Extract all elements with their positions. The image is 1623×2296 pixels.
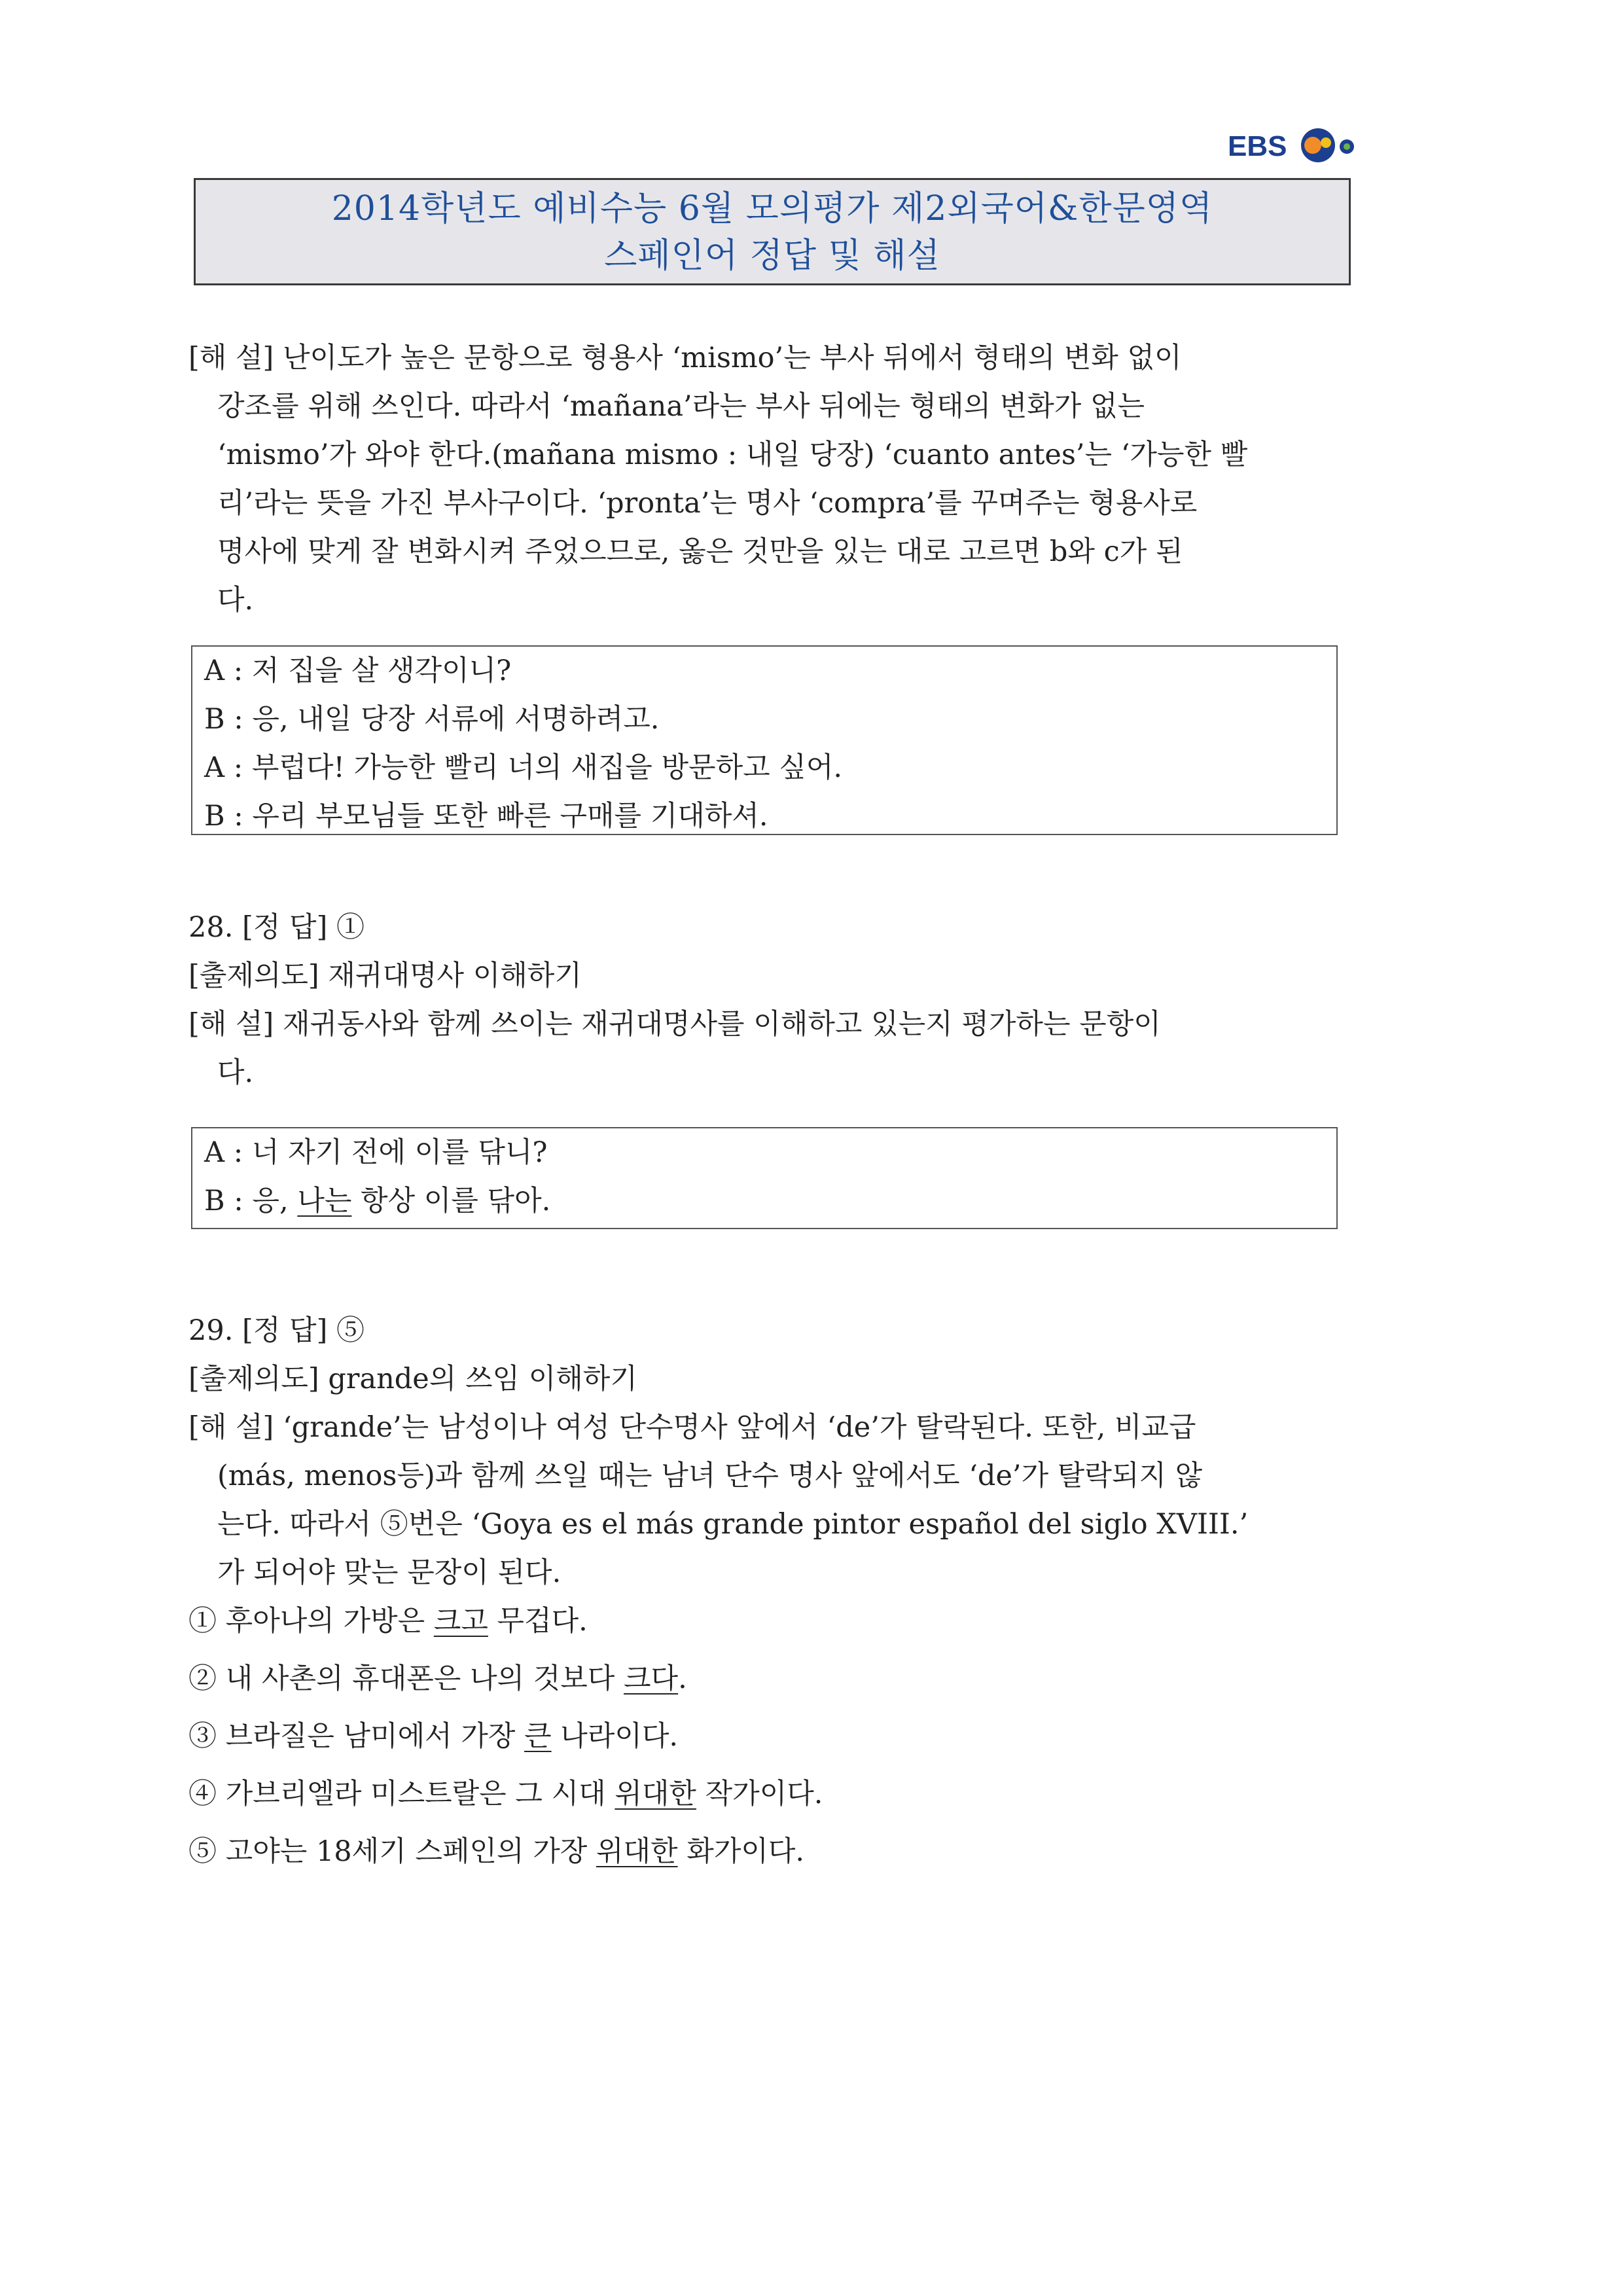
q28-explanation	[188, 1000, 1356, 1097]
explanation-line: (más, menos등)과 함께 쓰일 때는 남녀 단수 명사 앞에서도 ‘de’가 탈락되지 않	[217, 1460, 1203, 1492]
q27-explanation	[188, 334, 1356, 624]
dialogue-line: A : 너 자기 전에 이를 닦니?	[204, 1136, 548, 1169]
title-box	[194, 178, 1351, 285]
dialogue-line: B : 우리 부모님들 또한 빠른 구매를 기대하셔.	[204, 800, 768, 833]
ebs-logo-icon	[1228, 122, 1356, 169]
explanation-line: ‘mismo’가 와야 한다.(mañana mismo : 내일 당장) ‘cuanto antes’는 ‘가능한 빨	[217, 439, 1248, 471]
dialogue-line: A : 저 집을 살 생각이니?	[204, 655, 512, 687]
title-line-2: 스페인어 정답 및 해설	[604, 236, 940, 276]
option-item: ① 후아나의 가방은 크고 무겁다.	[188, 1605, 588, 1638]
option-item: ③ 브라질은 남미에서 가장 큰 나라이다.	[188, 1720, 679, 1753]
ebs-logo	[1228, 122, 1356, 169]
ebs-logo-text: EBS	[1228, 130, 1287, 162]
explanation-line: 가 되어야 맞는 문장이 된다.	[217, 1556, 562, 1589]
q27-dialogue-box	[191, 645, 1338, 835]
q29-answer: 29. [정 답] ⑤	[188, 1314, 365, 1347]
explanation-line: [해 설] 재귀동사와 함께 쓰이는 재귀대명사를 이해하고 있는지 평가하는 문항이	[188, 1008, 1161, 1041]
explanation-line: 리’라는 뜻을 가진 부사구이다. ‘pronta’는 명사 ‘compra’를 꾸며주는 형용사로	[217, 487, 1198, 520]
q29-intent: [출제의도] grande의 쓰임 이해하기	[188, 1363, 637, 1395]
explanation-line: [해 설] ‘grande’는 남성이나 여성 단수명사 앞에서 ‘de’가 탈락된다. 또한, 비교급	[188, 1411, 1196, 1444]
explanation-line: 다.	[217, 584, 254, 617]
option-item: ⑤ 고야는 18세기 스페인의 가장 위대한 화가이다.	[188, 1835, 805, 1868]
q28-intent: [출제의도] 재귀대명사 이해하기	[188, 960, 582, 992]
explanation-line: 강조를 위해 쓰인다. 따라서 ‘mañana’라는 부사 뒤에는 형태의 변화가 없는	[217, 390, 1145, 423]
dialogue-line: A : 부럽다! 가능한 빨리 너의 새집을 방문하고 싶어.	[204, 751, 843, 784]
q28-answer: 28. [정 답] ①	[188, 911, 365, 944]
underlined-word: 큰	[524, 1720, 552, 1753]
title-line-1: 2014학년도 예비수능 6월 모의평가 제2외국어&한문영역	[331, 189, 1213, 228]
explanation-line: 명사에 맞게 잘 변화시켜 주었으므로, 옳은 것만을 있는 대로 고르면 b와 c가 된	[217, 535, 1183, 568]
q29-options	[188, 1597, 1356, 1876]
explanation-line: [해 설] 난이도가 높은 문항으로 형용사 ‘mismo’는 부사 뒤에서 형태의 변화 없이	[188, 342, 1182, 374]
underlined-word: 위대한	[596, 1835, 678, 1868]
dialogue-line: B : 응, 내일 당장 서류에 서명하려고.	[204, 703, 660, 736]
explanation-line: 다.	[217, 1056, 254, 1089]
q28-dialogue-box	[191, 1127, 1338, 1229]
underlined-word: 위대한	[615, 1778, 696, 1810]
underlined-word: 나는	[297, 1185, 352, 1217]
option-item: ④ 가브리엘라 미스트랄은 그 시대 위대한 작가이다.	[188, 1778, 823, 1810]
option-item: ② 내 사촌의 휴대폰은 나의 것보다 크다.	[188, 1662, 687, 1695]
dialogue-line: B : 응, 나는 항상 이를 닦아.	[204, 1185, 551, 1217]
q29-explanation	[188, 1403, 1356, 1597]
underlined-word: 크고	[433, 1605, 488, 1638]
underlined-word: 크다	[624, 1662, 679, 1695]
explanation-line: 는다. 따라서 ⑤번은 ‘Goya es el más grande pintor español del siglo XVIII.’	[217, 1508, 1249, 1541]
